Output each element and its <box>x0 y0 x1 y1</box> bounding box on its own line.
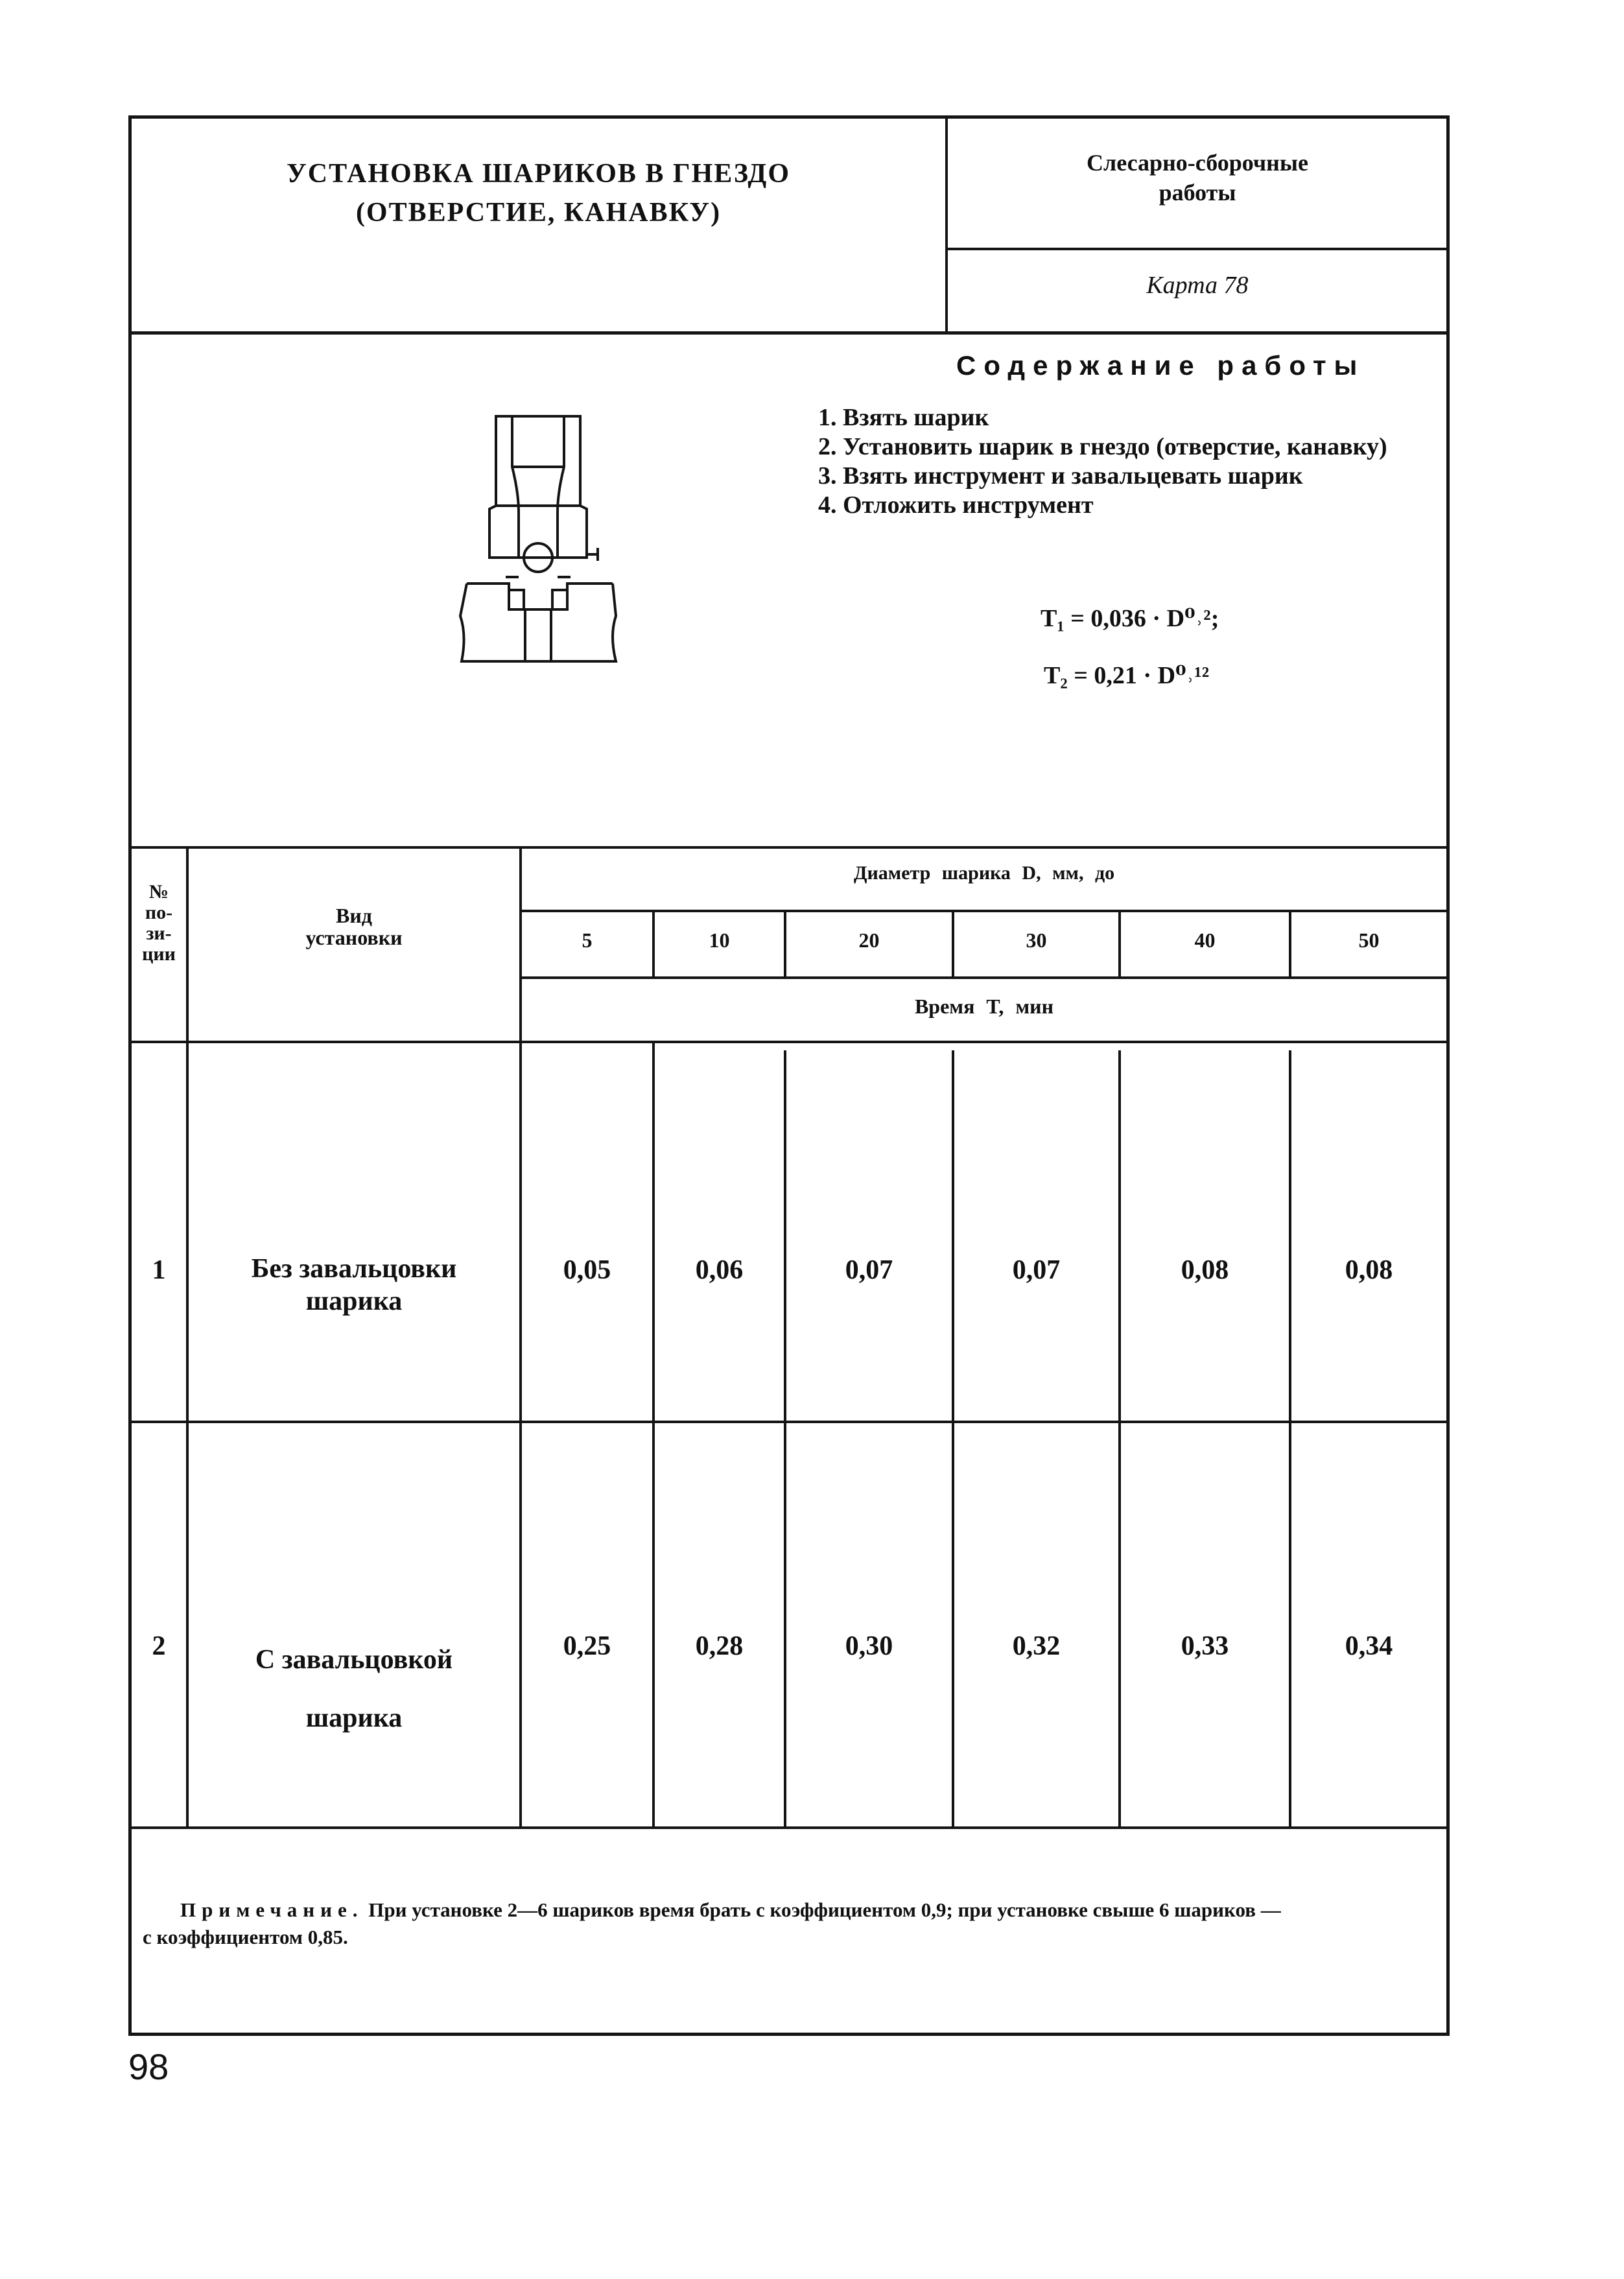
time-cell: 0,25 <box>563 1631 611 1661</box>
time-cell: 0,34 <box>1345 1631 1393 1661</box>
step-3: 3. Взять инструмент и завальцевать шарик <box>818 462 1303 490</box>
time-cell: 0,30 <box>845 1631 893 1661</box>
row-installation-type: С завальцовкой шарика <box>255 1645 453 1733</box>
diameter-header: Диаметр шарика D, мм, до <box>853 862 1115 884</box>
diameter-40: 40 <box>1194 928 1216 952</box>
row-installation-type: Без завальцовки шарика <box>251 1254 457 1316</box>
diameter-5: 5 <box>582 928 593 952</box>
row-position: 1 <box>152 1255 166 1285</box>
position-column-header: № по- зи- ции <box>142 881 176 965</box>
diameter-50: 50 <box>1358 928 1380 952</box>
work-steps <box>818 403 1441 520</box>
category-line-2: работы <box>1159 180 1236 206</box>
row-position: 2 <box>152 1631 166 1661</box>
diameter-10: 10 <box>709 928 730 952</box>
diameter-30: 30 <box>1026 928 1047 952</box>
footnote-text-2: с коэффициентом 0,85. <box>143 1926 348 1948</box>
formula-t1: T₁ = 0,036 · D⁰˒²; <box>1041 605 1219 632</box>
category-line-1: Слесарно-сборочные <box>1087 150 1308 176</box>
step-2: 2. Установить шарик в гнездо (отверстие, канавку) <box>818 433 1387 460</box>
step-4: 4. Отложить инструмент <box>818 491 1094 519</box>
time-cell: 0,07 <box>845 1255 893 1285</box>
ball-installation-drawing <box>447 402 629 668</box>
work-category <box>948 148 1447 207</box>
title-line-1: УСТАНОВКА ШАРИКОВ В ГНЕЗДО <box>286 159 790 189</box>
page-number: 98 <box>128 2046 169 2087</box>
formula-t2: T₂ = 0,21 · D⁰˒¹² <box>1044 662 1210 689</box>
time-cell: 0,07 <box>1012 1255 1061 1285</box>
diameter-20: 20 <box>858 928 880 952</box>
time-cell: 0,28 <box>695 1631 744 1661</box>
footnote <box>143 1896 1446 1951</box>
time-cell: 0,05 <box>563 1255 611 1285</box>
time-cell: 0,08 <box>1181 1255 1229 1285</box>
time-cell: 0,33 <box>1181 1631 1229 1661</box>
installation-type-header: Вид установки <box>305 904 403 949</box>
document-title <box>132 154 945 232</box>
title-line-2: (ОТВЕРСТИЕ, КАНАВКУ) <box>355 198 722 228</box>
time-cell: 0,06 <box>695 1255 744 1285</box>
time-cell: 0,08 <box>1345 1255 1393 1285</box>
work-content-heading: Содержание работы <box>956 350 1365 381</box>
time-cell: 0,32 <box>1012 1631 1061 1661</box>
card-number: Карта 78 <box>1146 272 1249 299</box>
footnote-label: Примечание. <box>180 1898 364 1921</box>
step-1: 1. Взять шарик <box>818 404 989 431</box>
time-header: Время T, мин <box>914 995 1054 1018</box>
footnote-text-1: При установке 2—6 шариков время брать с коэффициентом 0,9; при установке свыше 6 шариков — <box>368 1898 1281 1921</box>
